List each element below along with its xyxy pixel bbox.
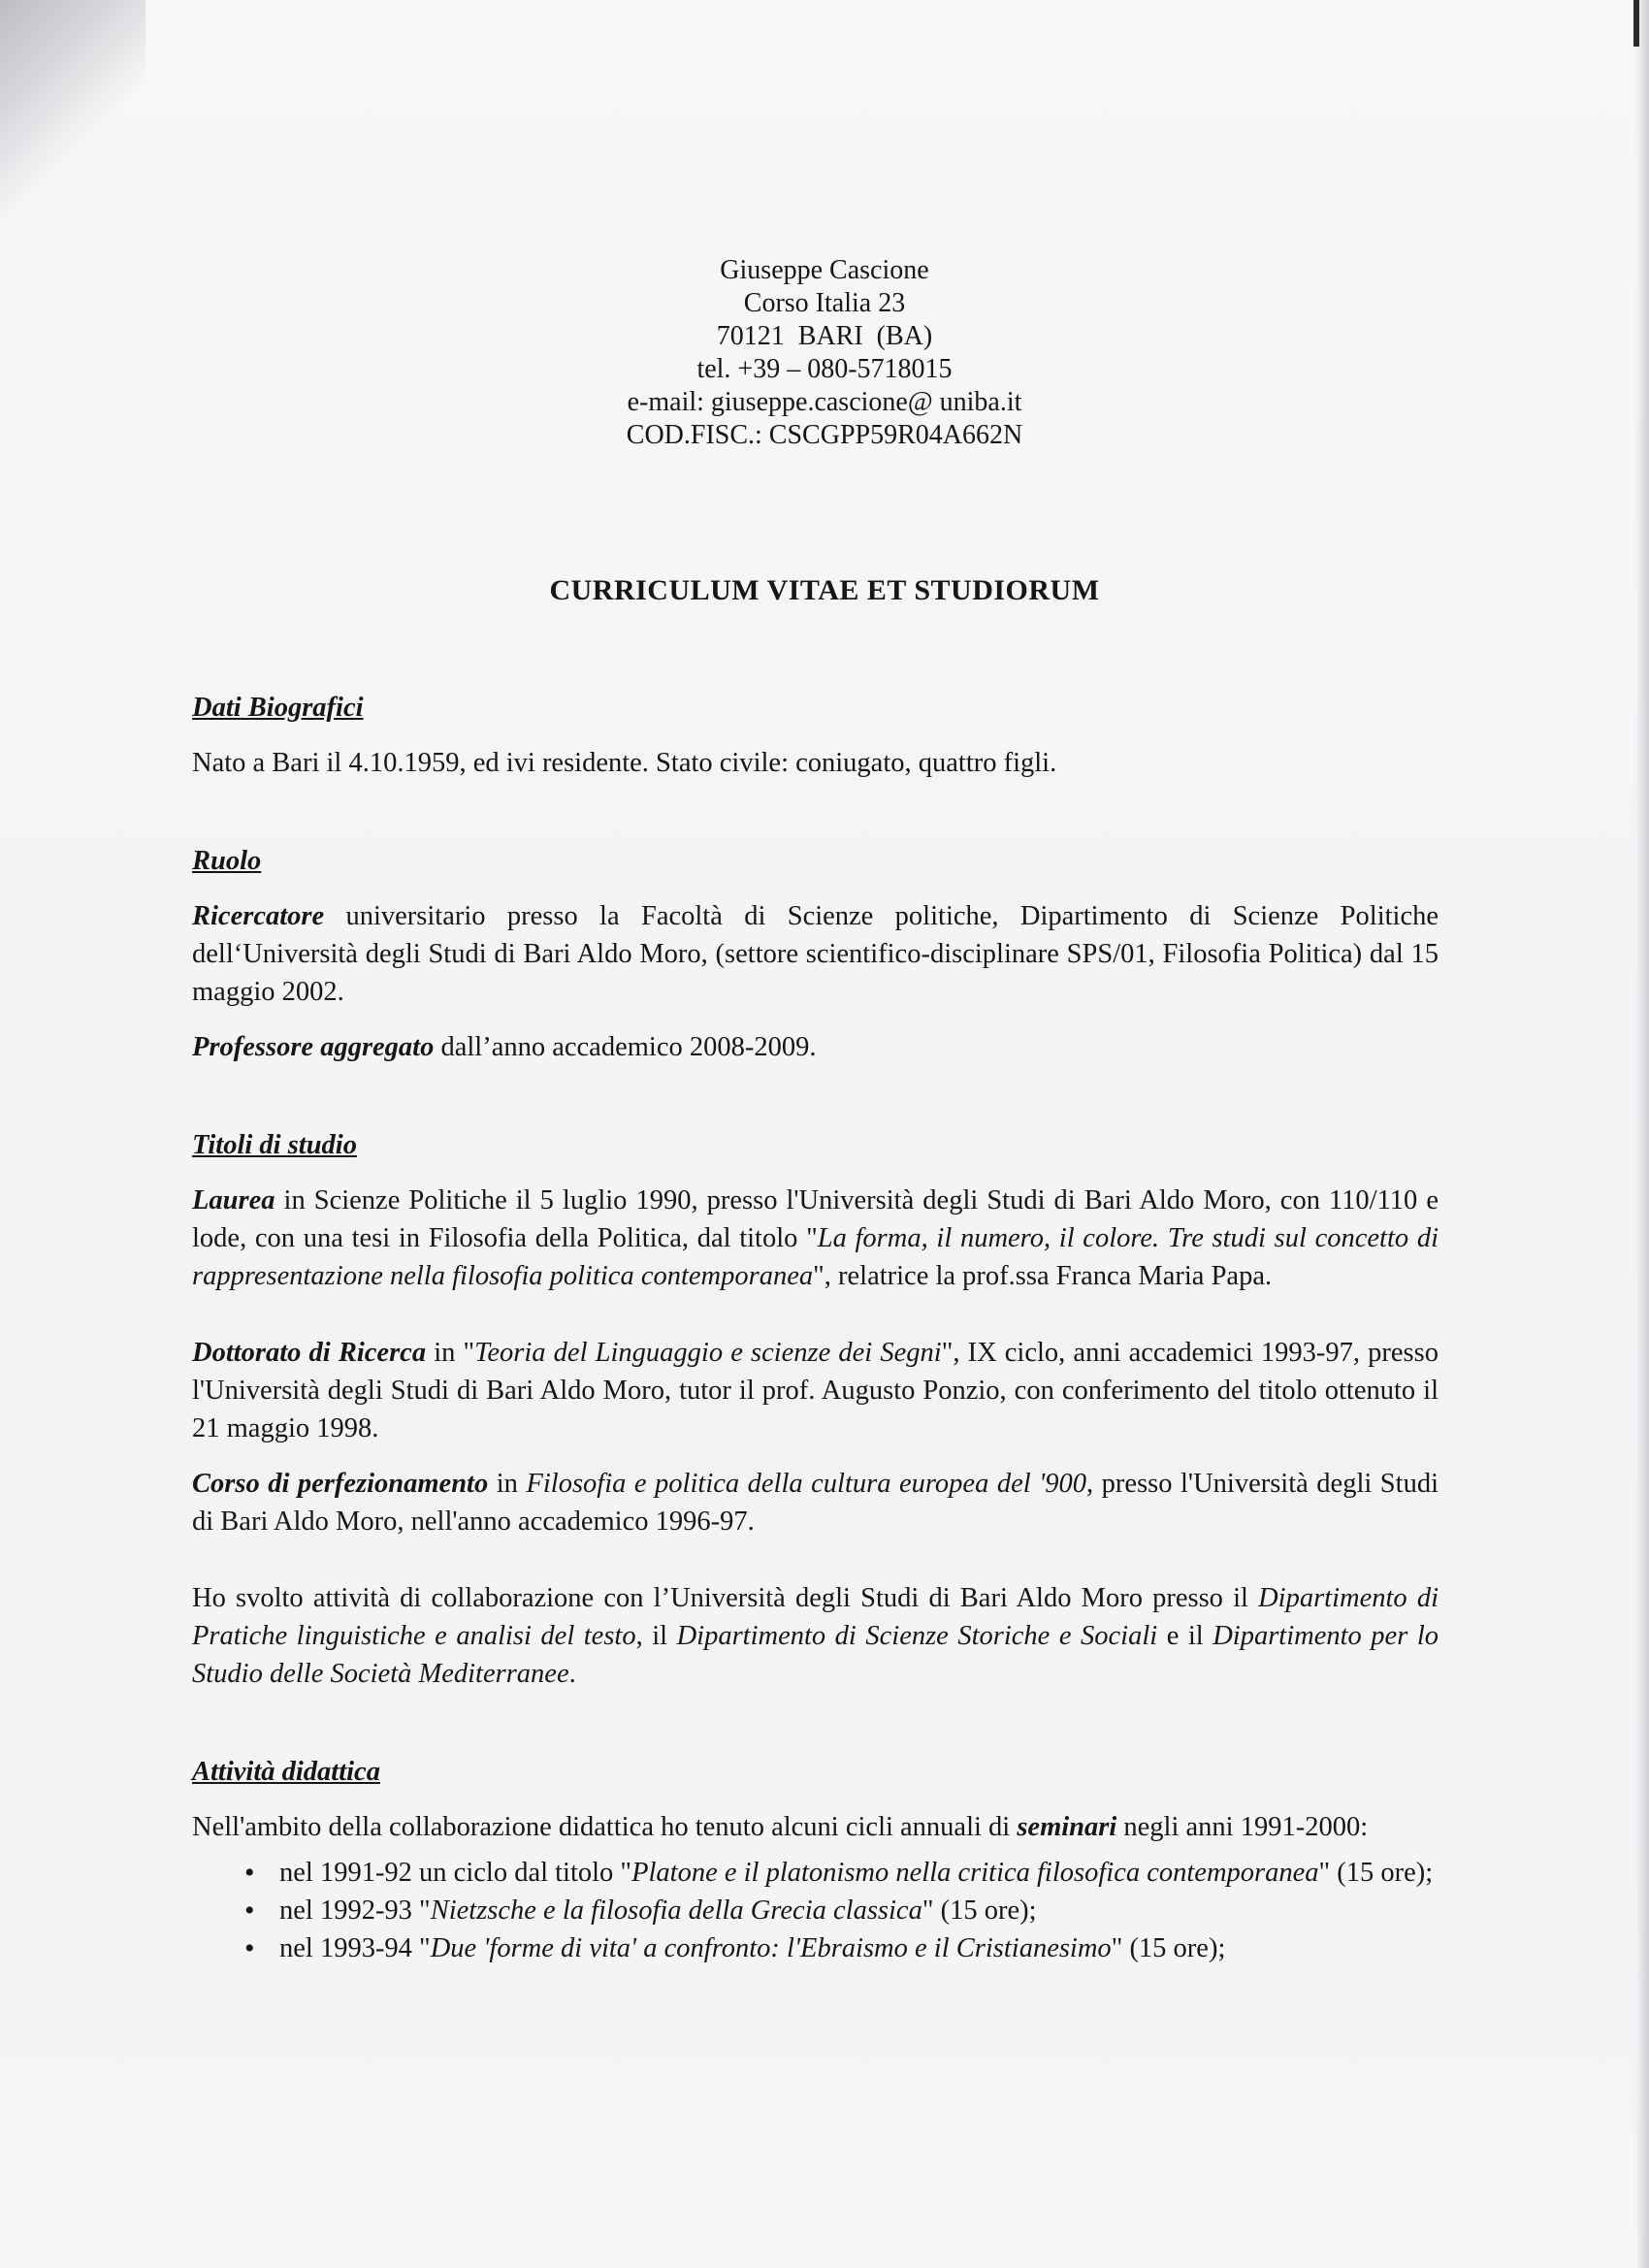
laurea-paragraph [192, 1182, 1439, 1295]
laurea-lead: Laurea [192, 1185, 275, 1215]
seminar-title: Platone e il platonismo nella critica filosofica contemporanea [631, 1858, 1319, 1888]
didattica-intro-lead: seminari [1017, 1812, 1117, 1842]
person-name: Giuseppe Cascione [720, 255, 929, 285]
seminar-title: Due 'forme di vita' a confronto: l'Ebraismo e il Cristianesimo [430, 1933, 1112, 1963]
ruolo-text-1: universitario presso la Facoltà di Scienze politiche, Dipartimento di Scienze Politiche dell‘Università degli Studi di Bari Aldo Moro, (settore scientifico-disciplinare SPS/01, Filosofia Politica) dal 15 maggio 2002. [192, 901, 1439, 1007]
dottorato-text-1: in " [426, 1338, 475, 1368]
ruolo-lead-ricercatore: Ricercatore [192, 901, 325, 931]
section-heading-dati: Dati Biografici [192, 693, 364, 723]
didattica-intro-text-1: Nell'ambito della collaborazione didattica ho tenuto alcuni cicli annuali di [192, 1812, 1018, 1842]
phone-line: tel. +39 – 080-5718015 [696, 354, 953, 384]
collaborazione-paragraph [192, 1579, 1439, 1693]
collab-text-4: . [568, 1659, 576, 1689]
dottorato-paragraph [192, 1334, 1439, 1447]
didattica-intro [192, 1808, 1439, 1846]
collab-text-1: Ho svolto attività di collaborazione con l’Università degli Studi di Bari Aldo Moro presso il [192, 1583, 1259, 1613]
collab-dipartimento-1: Dipartimento di Pratiche linguistiche e analisi del testo [192, 1583, 1439, 1651]
document-title: CURRICULUM VITAE ET STUDIORUM [549, 574, 1100, 606]
seminar-post: " (15 ore); [922, 1895, 1037, 1926]
ruolo-text-2: dall’anno accademico 2008-2009. [434, 1032, 817, 1062]
seminar-post: " (15 ore); [1111, 1933, 1226, 1963]
seminar-list [192, 1854, 1439, 1967]
dottorato-lead: Dottorato di Ricerca [192, 1338, 427, 1368]
corso-paragraph [192, 1465, 1439, 1540]
dottorato-text-2: ", IX ciclo, anni accademici 1993-97, presso l'Università degli Studi di Bari Aldo Moro, tutor il prof. Augusto Ponzio, con conferimento del titolo ottenuto il 21 maggio 1998. [192, 1338, 1439, 1443]
section-heading-didattica: Attività didattica [192, 1757, 380, 1787]
dati-text: Nato a Bari il 4.10.1959, ed ivi residente. Stato civile: coniugato, quattro figli. [192, 748, 1057, 778]
collab-dipartimento-3: Dipartimento per lo Studio delle Società Mediterranee [192, 1621, 1439, 1689]
seminar-post: " (15 ore); [1318, 1858, 1434, 1888]
dottorato-title: Teoria del Linguaggio e scienze dei Segni [474, 1338, 942, 1368]
laurea-thesis-title: La forma, il numero, il colore. Tre studi sul concetto di rappresentazione nella filosofia politica contemporanea [192, 1223, 1439, 1291]
street-address: Corso Italia 23 [743, 288, 906, 318]
scan-corner-shadow [0, 0, 146, 223]
corso-title: Filosofia e politica della cultura europea del '900 [526, 1469, 1087, 1499]
section-heading-ruolo: Ruolo [192, 846, 262, 876]
scan-edge-mark [1633, 0, 1639, 47]
laurea-text-1: in Scienze Politiche il 5 luglio 1990, presso l'Università degli Studi di Bari Aldo Moro, con 110/110 e lode, con una tesi in Filosofia della Politica, dal titolo " [192, 1185, 1439, 1253]
ruolo-paragraph-1 [192, 897, 1439, 1011]
contact-header [0, 254, 1649, 452]
list-item [219, 1929, 1439, 1967]
email-line: e-mail: giuseppe.cascione@ uniba.it [627, 387, 1022, 417]
codfisc-line: COD.FISC.: CSCGPP59R04A662N [626, 420, 1023, 450]
ruolo-lead-aggregato: Professore aggregato [192, 1032, 435, 1062]
list-item [219, 1854, 1439, 1892]
section-heading-titoli: Titoli di studio [192, 1130, 357, 1160]
didattica-intro-text-2: negli anni 1991-2000: [1116, 1812, 1369, 1842]
corso-lead: Corso di perfezionamento [192, 1469, 489, 1499]
list-item [219, 1892, 1439, 1929]
city-line: 70121 BARI (BA) [716, 321, 933, 351]
collab-text-3: e il [1157, 1621, 1213, 1651]
collab-text-2: , il [635, 1621, 677, 1651]
seminar-pre: nel 1993-94 " [279, 1933, 431, 1963]
seminar-pre: nel 1991-92 un ciclo dal titolo " [279, 1858, 632, 1888]
ruolo-paragraph-2 [192, 1028, 1439, 1066]
laurea-text-2: ", relatrice la prof.ssa Franca Maria Papa. [813, 1261, 1273, 1291]
seminar-title: Nietzsche e la filosofia della Grecia classica [430, 1895, 922, 1926]
corso-text-2: , presso l'Università degli Studi di Bari Aldo Moro, nell'anno accademico 1996-97. [192, 1469, 1439, 1537]
corso-text-1: in [488, 1469, 527, 1499]
collab-dipartimento-2: Dipartimento di Scienze Storiche e Sociali [676, 1621, 1158, 1651]
cv-body [192, 689, 1439, 1967]
seminar-pre: nel 1992-93 " [279, 1895, 431, 1926]
